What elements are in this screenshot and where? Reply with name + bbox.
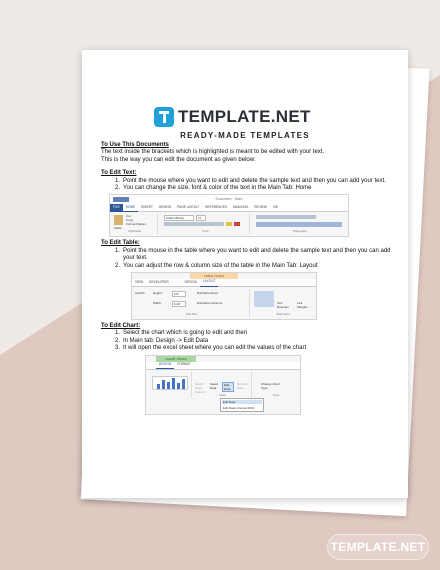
chart-style-thumbnail[interactable] bbox=[152, 376, 188, 390]
menu-edit-data-excel[interactable]: Edit Data in Excel 2013 bbox=[223, 405, 255, 410]
distribute-rows-button[interactable]: Distribute Rows bbox=[197, 291, 219, 296]
format-painter-button[interactable]: Format Painter bbox=[126, 222, 146, 227]
tab-insert[interactable]: INSERT bbox=[141, 205, 153, 210]
font-format-buttons[interactable] bbox=[164, 222, 224, 226]
template-logo bbox=[154, 106, 311, 128]
group-label: Alignment bbox=[276, 311, 290, 316]
chart-styles-group bbox=[148, 372, 192, 398]
group-label: Paragraph bbox=[292, 229, 307, 234]
step: 2. You can change the size, font & color of the text in the Main Tab: Home bbox=[115, 185, 312, 192]
tab-references[interactable]: REFERENCES bbox=[205, 205, 227, 210]
height-label: Height: bbox=[153, 291, 163, 296]
group-label: Cell Size bbox=[185, 311, 198, 316]
chart-tools-label: CHART TOOLS bbox=[156, 356, 196, 362]
copy-button[interactable]: Copy bbox=[126, 218, 134, 223]
tab-home[interactable]: HOME bbox=[123, 204, 139, 212]
paste-button[interactable]: Paste bbox=[114, 226, 122, 231]
chart-design-ribbon-screenshot bbox=[145, 355, 301, 415]
logo-text: TEMPLATE.NET bbox=[178, 107, 311, 126]
intro-line: The text inside the brackets which is highlighted is meant to be edited with your text. bbox=[101, 149, 325, 156]
paste-icon[interactable] bbox=[114, 215, 123, 225]
refresh-data-button[interactable]: Refresh Data bbox=[237, 381, 248, 390]
cell-size-group bbox=[134, 289, 250, 317]
font-size-select[interactable]: 11 bbox=[196, 215, 206, 221]
change-chart-type-button[interactable]: Change Chart Type bbox=[261, 381, 280, 390]
step: 3. It will open the excel sheet where you can edit the values of the chart bbox=[115, 345, 307, 352]
edit-data-dropdown bbox=[220, 398, 264, 412]
paragraph-group bbox=[254, 214, 346, 234]
tab-design[interactable]: DESIGN bbox=[158, 205, 172, 210]
ribbon-tabs bbox=[146, 362, 300, 370]
group-label: Clipboard bbox=[128, 229, 141, 234]
tab-format[interactable]: FORMAT bbox=[177, 362, 191, 367]
document-page bbox=[82, 50, 408, 498]
ribbon-tabs bbox=[132, 279, 316, 287]
width-label: Width: bbox=[153, 301, 162, 306]
clipboard-group bbox=[112, 214, 158, 234]
distribute-columns-button[interactable]: Distribute Columns bbox=[197, 301, 223, 306]
tab-view[interactable]: VIEW bbox=[135, 279, 144, 284]
tab-file[interactable]: FILE bbox=[110, 204, 123, 212]
tab-design[interactable]: DESIGN bbox=[156, 361, 174, 369]
step: 2. You can adjust the row & column size of the table in the Main Tab: Layout bbox=[115, 262, 318, 269]
tab-view[interactable]: VIE bbox=[272, 205, 278, 210]
step: 1. Point the mouse in the table where you want to edit and delete the sample text and then you can add your text. bbox=[115, 247, 391, 262]
type-group bbox=[254, 372, 298, 398]
window-title: Document1 - Word bbox=[110, 195, 348, 204]
document-subtitle: READY-MADE TEMPLATES bbox=[180, 131, 310, 140]
alignment-buttons[interactable] bbox=[256, 222, 342, 227]
font-group bbox=[162, 214, 250, 234]
table-tools-label: TABLE TOOLS bbox=[190, 273, 238, 279]
tab-layout[interactable]: LAYOUT bbox=[200, 278, 219, 286]
font-color-icon[interactable] bbox=[234, 222, 240, 226]
template-net-badge[interactable]: TEMPLATE.NET bbox=[327, 534, 429, 560]
highlight-icon[interactable] bbox=[226, 222, 232, 226]
tab-review[interactable]: REVIEW bbox=[254, 205, 267, 210]
tab-page-layout[interactable]: PAGE LAYOUT bbox=[177, 205, 200, 210]
section-heading: To Edit Chart: bbox=[101, 323, 141, 330]
tab-design[interactable]: DESIGN bbox=[184, 279, 197, 284]
align-grid-icon[interactable] bbox=[254, 291, 274, 307]
cell-margins-button[interactable]: Cell Margins bbox=[297, 301, 308, 310]
section-heading: To Edit Text: bbox=[101, 170, 137, 177]
step: 2. In Main tab: Design -> Edit Data bbox=[115, 337, 209, 344]
menu-edit-data[interactable]: Edit Data bbox=[222, 400, 262, 404]
alignment-group bbox=[252, 289, 314, 317]
data-group bbox=[194, 372, 252, 398]
ribbon-tabs bbox=[110, 204, 348, 212]
tab-developer[interactable]: DEVELOPER bbox=[149, 279, 169, 284]
word-home-ribbon-screenshot bbox=[109, 194, 349, 237]
step: 1. Select the chart which is going to edit and then bbox=[115, 330, 248, 337]
tab-mailings[interactable]: MAILINGS bbox=[233, 205, 249, 210]
instructions bbox=[101, 142, 397, 418]
autofit-button[interactable]: AutoFit bbox=[135, 291, 145, 296]
font-select[interactable]: Calibri (Body) bbox=[164, 215, 194, 221]
switch-row-column-button[interactable]: Switch Row/ Column bbox=[195, 381, 206, 394]
intro-heading: To Use This Documents bbox=[101, 142, 169, 148]
intro-line: This is the way you can edit the document as given below: bbox=[101, 156, 256, 163]
step: 1. Point the mouse where you want to edit and delete the sample text and then you can add your text. bbox=[115, 177, 386, 184]
width-input[interactable]: 6.26" bbox=[172, 301, 186, 307]
table-layout-ribbon-screenshot bbox=[131, 272, 317, 320]
quick-access-toolbar bbox=[113, 197, 129, 202]
template-t-icon bbox=[154, 107, 174, 127]
height-input[interactable]: 0.8" bbox=[172, 291, 186, 297]
section-heading: To Edit Table: bbox=[101, 240, 140, 247]
group-label: Type bbox=[272, 393, 280, 398]
group-label: Data bbox=[219, 393, 226, 398]
group-label: Font bbox=[202, 229, 209, 234]
edit-data-button[interactable]: Edit Data bbox=[222, 382, 234, 392]
select-data-button[interactable]: Select Data bbox=[210, 381, 219, 390]
text-direction-button[interactable]: Text Direction bbox=[277, 301, 289, 310]
list-buttons[interactable] bbox=[256, 215, 316, 219]
cut-button[interactable]: Cut bbox=[126, 214, 131, 219]
